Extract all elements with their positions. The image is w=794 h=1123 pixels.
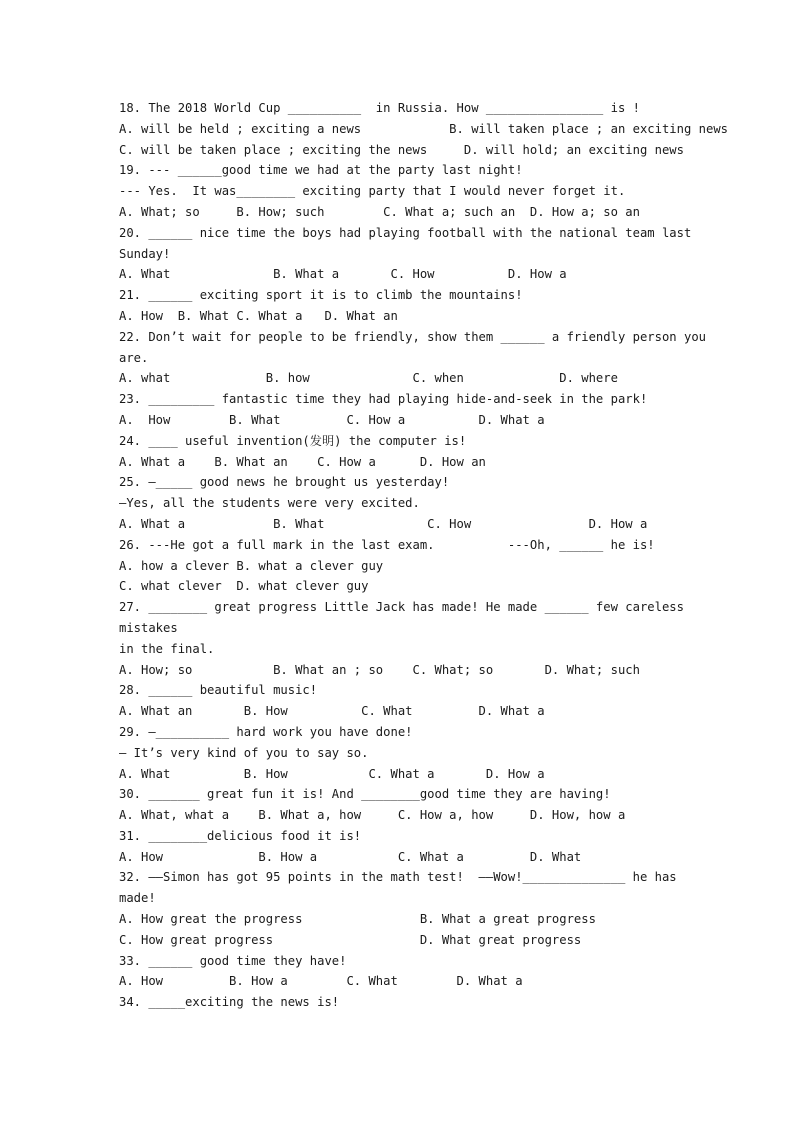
text-line: A. will be held ; exciting a news B. will taken place ; an exciting news <box>119 121 729 136</box>
text-line: 29. —__________ hard work you have done! <box>119 724 413 739</box>
text-line: C. what clever D. what clever guy <box>119 579 369 594</box>
text-line: 34. _____exciting the news is! <box>119 995 340 1010</box>
text-line: A. How B. What C. How a D. What a <box>119 412 545 427</box>
text-line: A. What; so B. How; such C. What a; such an D. How a; so an <box>119 204 640 219</box>
text-line: A. How B. How a C. What a D. What <box>119 849 582 864</box>
document-page <box>119 98 729 1013</box>
text-line: A. How great the progress B. What a great progress <box>119 912 596 927</box>
text-line: Sunday! <box>119 246 171 261</box>
text-line: A. What a B. What C. How D. How a <box>119 516 648 531</box>
text-line: 22. Don’t wait for people to be friendly, show them ______ a friendly person you <box>119 329 706 344</box>
text-line: 32. ——Simon has got 95 points in the math test! ——Wow!______________ he has <box>119 870 677 885</box>
text-line: A. What B. What a C. How D. How a <box>119 267 567 282</box>
text-line: 24. ____ useful invention(发明) the computer is! <box>119 433 467 448</box>
text-line: C. will be taken place ; exciting the news D. will hold; an exciting news <box>119 142 684 157</box>
text-line: A. What, what a B. What a, how C. How a, how D. How, how a <box>119 808 626 823</box>
text-line: A. What a B. What an C. How a D. How an <box>119 454 486 469</box>
text-line: are. <box>119 350 149 365</box>
text-line: C. How great progress D. What great progress <box>119 932 582 947</box>
text-line: — It’s very kind of you to say so. <box>119 745 369 760</box>
text-line: made! <box>119 891 156 906</box>
text-line: —Yes, all the students were very excited. <box>119 496 420 511</box>
text-line: mistakes <box>119 620 178 635</box>
text-line: A. How; so B. What an ; so C. What; so D. What; such <box>119 662 640 677</box>
text-line: --- Yes. It was________ exciting party that I would never forget it. <box>119 184 626 199</box>
text-line: 31. ________delicious food it is! <box>119 828 362 843</box>
text-line: 20. ______ nice time the boys had playing football with the national team last <box>119 225 692 240</box>
text-line: 28. ______ beautiful music! <box>119 683 318 698</box>
text-line: 27. ________ great progress Little Jack has made! He made ______ few careless <box>119 600 684 615</box>
text-line: 30. _______ great fun it is! And ________good time they are having! <box>119 787 611 802</box>
text-line: 18. The 2018 World Cup __________ in Russia. How ________________ is ! <box>119 101 640 115</box>
text-line: A. What an B. How C. What D. What a <box>119 704 545 719</box>
text-line: 26. ---He got a full mark in the last exam. ---Oh, ______ he is! <box>119 537 655 552</box>
text-line: A. how a clever B. what a clever guy <box>119 558 384 573</box>
text-line: A. How B. What C. What a D. What an <box>119 308 398 323</box>
text-line: 19. --- ______good time we had at the party last night! <box>119 163 523 178</box>
text-line: in the final. <box>119 641 215 656</box>
text-line: 23. _________ fantastic time they had playing hide-and-seek in the park! <box>119 392 648 407</box>
text-line: A. What B. How C. What a D. How a <box>119 766 545 781</box>
text-line: A. what B. how C. when D. where <box>119 371 618 386</box>
text-line: 25. —_____ good news he brought us yesterday! <box>119 475 450 490</box>
text-line: 21. ______ exciting sport it is to climb the mountains! <box>119 288 523 303</box>
text-line: A. How B. How a C. What D. What a <box>119 974 523 989</box>
text-line: 33. ______ good time they have! <box>119 953 347 968</box>
